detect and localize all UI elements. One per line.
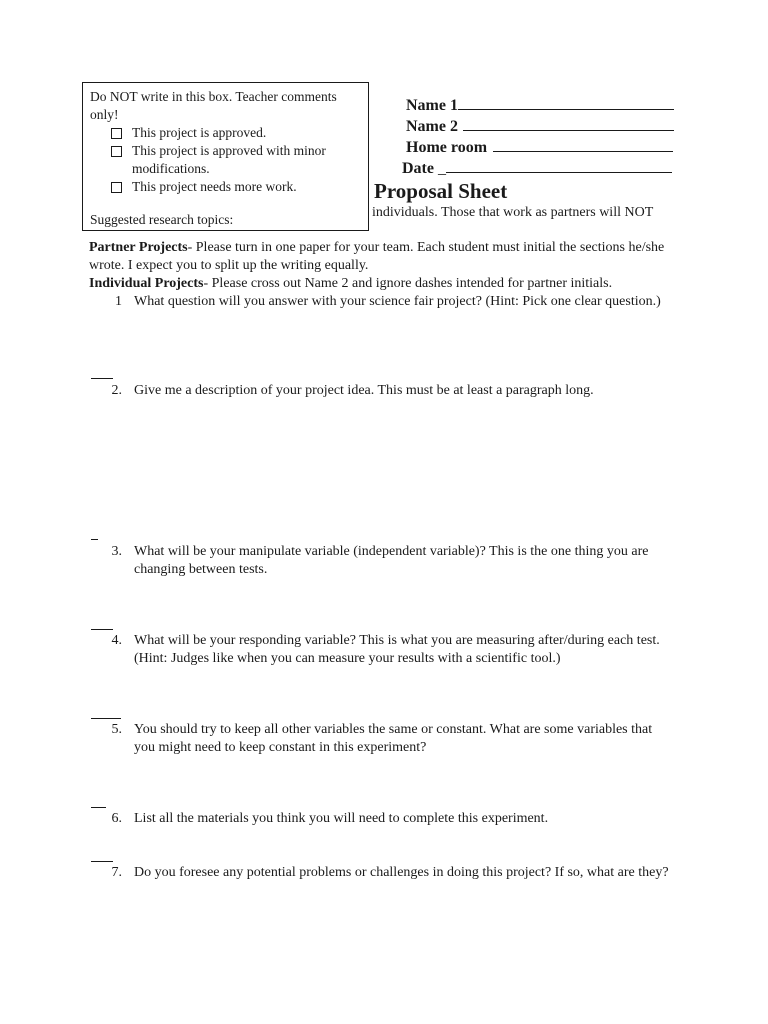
question-number: 4. xyxy=(111,633,122,648)
question-number: 7. xyxy=(111,865,122,880)
question-number: 2. xyxy=(111,383,122,398)
name2-label: Name 2 xyxy=(406,118,458,135)
approval-option-needs-work[interactable] xyxy=(111,178,361,196)
individual-projects-paragraph xyxy=(89,275,679,293)
suggested-topics-label: Suggested research topics: xyxy=(90,212,234,227)
individual-projects-label: Individual Projects xyxy=(89,276,204,291)
question-text: List all the materials you think you will need to complete this experiment. xyxy=(134,811,549,826)
checkbox-icon[interactable] xyxy=(111,182,122,193)
question-text: You should try to keep all other variables the same or constant. What are some variables that you might need to keep constant in this experiment? xyxy=(134,722,653,755)
question-text: What will be your manipulate variable (independent variable)? This is the one thing you are changing between tests. xyxy=(134,544,649,577)
name2-blank[interactable] xyxy=(463,115,674,131)
name1-label: Name 1 xyxy=(406,97,458,114)
approval-option-minor-modifications[interactable] xyxy=(111,142,361,178)
partner-initials-dash[interactable] xyxy=(91,861,113,862)
name1-field[interactable] xyxy=(406,94,674,116)
partner-initials-dash[interactable] xyxy=(91,807,106,808)
question-text: Do you foresee any potential problems or challenges in doing this project? If so, what are they? xyxy=(134,865,669,880)
date-prefix: _ xyxy=(437,160,446,177)
option-label: This project is approved with minor modifications. xyxy=(132,143,326,176)
name2-field[interactable] xyxy=(406,115,674,137)
question-text: What will be your responding variable? This is what you are measuring after/during each test. (Hint: Judges like when you can measure your results with a scientific tool.) xyxy=(134,633,660,666)
teacher-comment-box xyxy=(82,82,369,231)
option-label: This project needs more work. xyxy=(132,179,297,194)
question-number: 3. xyxy=(111,544,122,559)
homeroom-blank[interactable] xyxy=(493,136,673,152)
intro-partial-line: individuals. Those that work as partners will NOT xyxy=(372,205,654,220)
partner-initials-dash[interactable] xyxy=(91,718,121,719)
date-label: Date xyxy=(402,160,434,177)
homeroom-label: Home room xyxy=(406,139,488,156)
checkbox-icon[interactable] xyxy=(111,146,122,157)
question-7 xyxy=(96,864,672,882)
partner-projects-text: - Please turn in one paper for your team. Each student must initial the sections he/she wrote. I expect you to split up the writing equally. xyxy=(89,240,665,273)
question-text: What question will you answer with your science fair project? (Hint: Pick one clear question.) xyxy=(134,294,661,309)
question-number: 5. xyxy=(111,722,122,737)
partner-projects-paragraph xyxy=(89,239,679,275)
question-text: Give me a description of your project idea. This must be at least a paragraph long. xyxy=(134,383,594,398)
date-field[interactable] xyxy=(402,157,672,179)
question-6 xyxy=(96,810,672,828)
homeroom-field[interactable] xyxy=(406,136,673,158)
individual-projects-text: - Please cross out Name 2 and ignore dashes intended for partner initials. xyxy=(203,276,613,291)
option-label: This project is approved. xyxy=(132,125,267,140)
partner-projects-label: Partner Projects xyxy=(89,240,188,255)
question-3 xyxy=(96,543,672,579)
question-2 xyxy=(96,382,672,400)
question-number: 1 xyxy=(115,294,122,309)
partner-initials-dash[interactable] xyxy=(91,629,113,630)
date-blank[interactable] xyxy=(446,157,672,173)
question-5 xyxy=(96,721,672,757)
checkbox-icon[interactable] xyxy=(111,128,122,139)
approval-option-approved[interactable] xyxy=(111,124,361,142)
teacher-box-instruction: Do NOT write in this box. Teacher comments only! xyxy=(90,89,337,122)
question-1 xyxy=(96,293,672,311)
partner-initials-dash[interactable] xyxy=(91,539,98,540)
name1-blank[interactable] xyxy=(458,94,674,110)
page-title: Proposal Sheet xyxy=(374,179,508,203)
question-number: 6. xyxy=(111,811,122,826)
partner-initials-dash[interactable] xyxy=(91,378,113,379)
question-4 xyxy=(96,632,672,668)
